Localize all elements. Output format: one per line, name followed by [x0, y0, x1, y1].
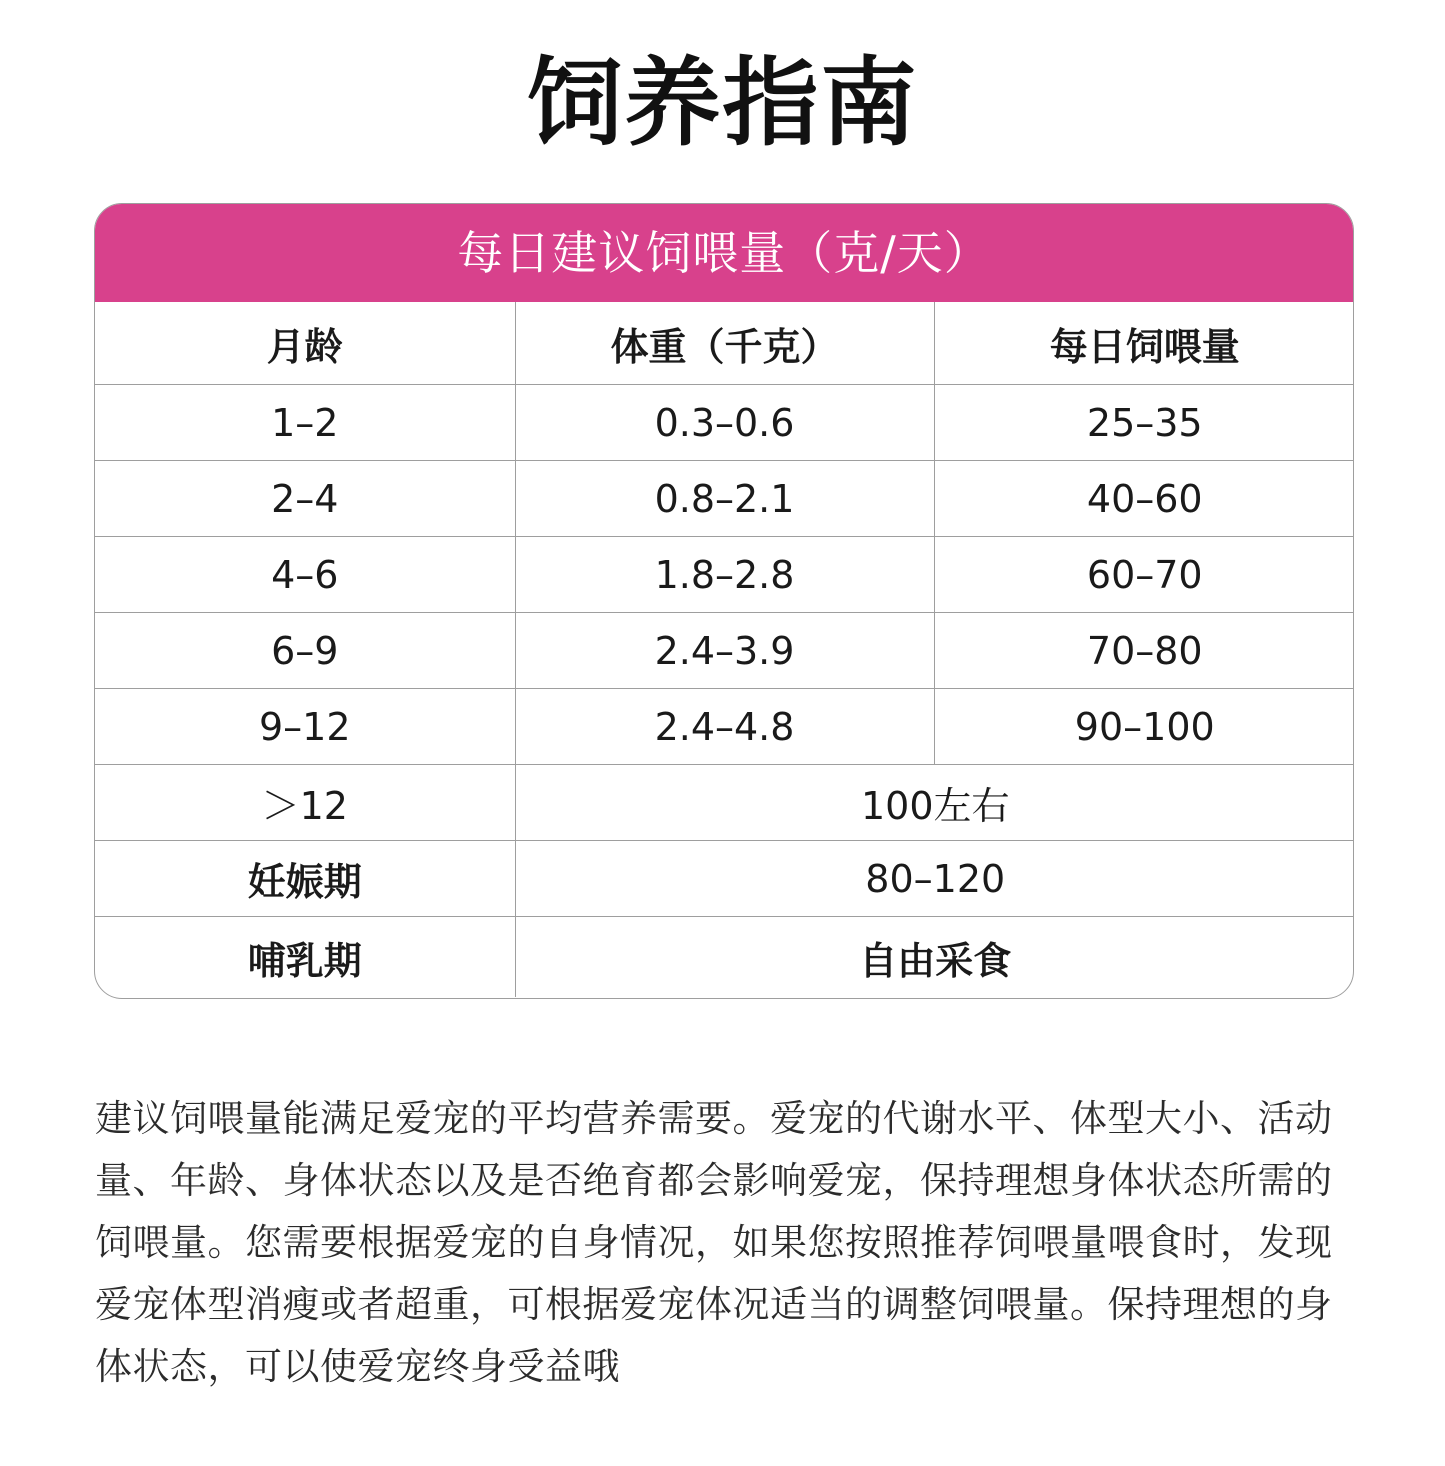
- feeding-table: [95, 302, 1354, 997]
- header-age: 月龄: [95, 302, 515, 385]
- amount-cell: 60–70: [934, 537, 1354, 613]
- stage-cell: 妊娠期: [95, 841, 515, 917]
- header-weight: 体重（千克）: [515, 302, 934, 385]
- amount-cell: 25–35: [934, 385, 1354, 461]
- amount-cell-merged: 自由采食: [859, 938, 1012, 983]
- table-row-merged: [95, 765, 1354, 841]
- amount-cell: 90–100: [934, 689, 1354, 765]
- amount-cell-merged: 100左右: [515, 765, 1354, 841]
- weight-cell: 2.4–4.8: [515, 689, 934, 765]
- weight-cell: 2.4–3.9: [515, 613, 934, 689]
- table-row: [95, 385, 1354, 461]
- table-row: [95, 689, 1354, 765]
- feeding-table-card: [94, 203, 1354, 999]
- weight-cell: 0.3–0.6: [515, 385, 934, 461]
- amount-cell: 40–60: [934, 461, 1354, 537]
- page-title: 饲养指南: [526, 47, 919, 159]
- header-amount: 每日饲喂量: [934, 302, 1354, 385]
- table-header-row: [95, 302, 1354, 385]
- table-row-merged: [95, 841, 1354, 917]
- age-cell: 4–6: [95, 537, 515, 613]
- table-row-merged: [95, 917, 1354, 998]
- age-cell: ＞12: [95, 765, 515, 841]
- table-row: [95, 461, 1354, 537]
- weight-cell: 0.8–2.1: [515, 461, 934, 537]
- age-cell: 9–12: [95, 689, 515, 765]
- table-row: [95, 537, 1354, 613]
- age-cell: 6–9: [95, 613, 515, 689]
- age-cell: 2–4: [95, 461, 515, 537]
- amount-cell-merged: 80–120: [515, 841, 1354, 917]
- stage-cell: 哺乳期: [95, 917, 515, 998]
- age-cell: 1–2: [95, 385, 515, 461]
- table-banner: 每日建议饲喂量（克/天）: [95, 204, 1353, 302]
- weight-cell: 1.8–2.8: [515, 537, 934, 613]
- table-row: [95, 613, 1354, 689]
- amount-cell: 70–80: [934, 613, 1354, 689]
- description-paragraph: 建议饲喂量能满足爱宠的平均营养需要。爱宠的代谢水平、体型大小、活动量、年龄、身体状态以及是否绝育都会影响爱宠，保持理想身体状态所需的饲喂量。您需要根据爱宠的自身情况，如果您按照推荐饲喂量喂食时，发现爱宠体型消瘦或者超重，可根据爱宠体况适当的调整饲喂量。保持理想的身体状态，可以使爱宠终身受益哦: [95, 1097, 1333, 1388]
